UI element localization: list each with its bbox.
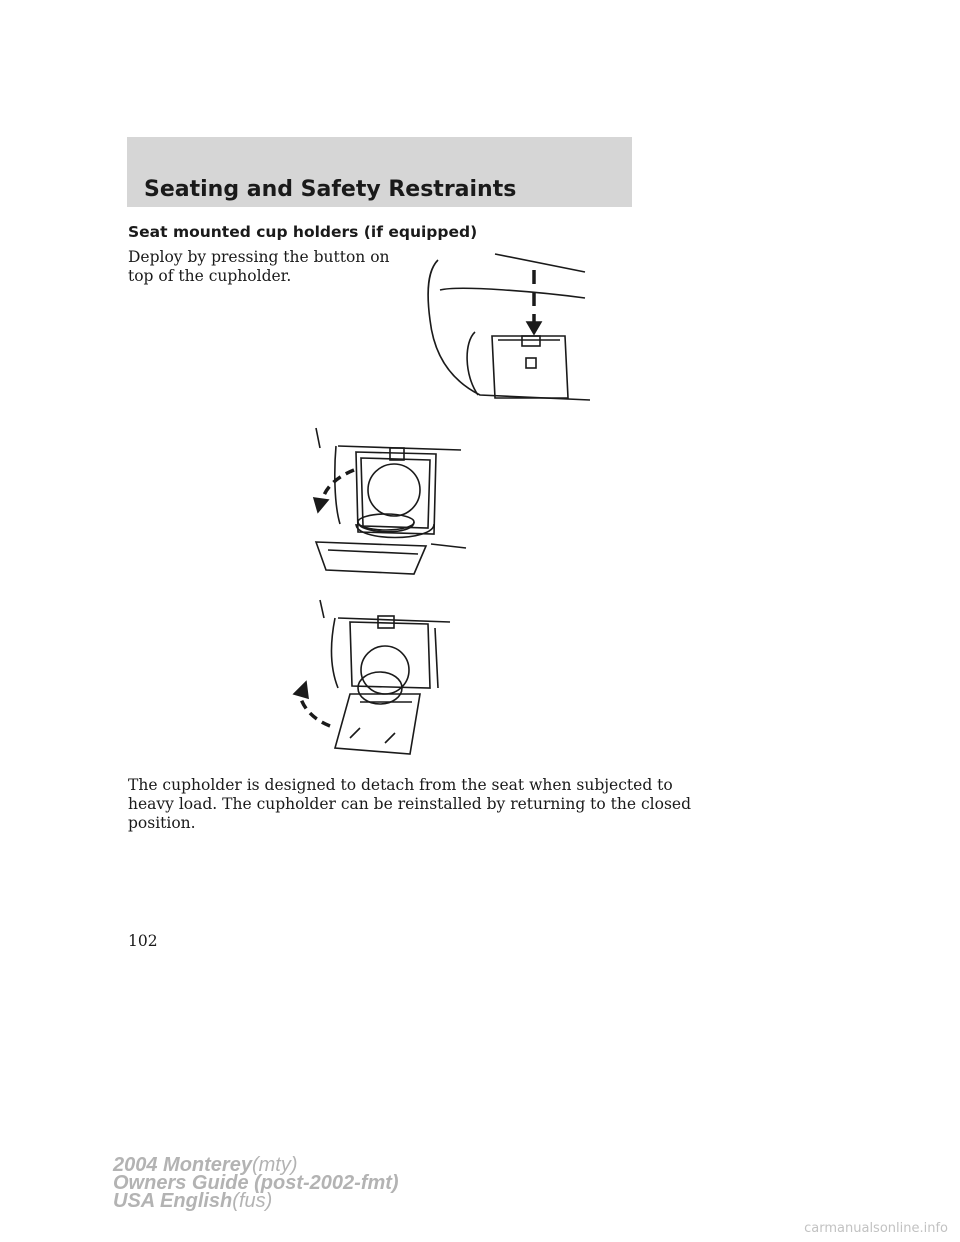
intro-line: top of the cupholder.	[128, 267, 292, 285]
closing-paragraph	[128, 776, 691, 833]
subheading: Seat mounted cup holders (if equipped)	[128, 223, 478, 241]
watermark: carmanualsonline.info	[804, 1221, 948, 1236]
closing-line: The cupholder is designed to detach from the seat when subjected to	[128, 776, 673, 794]
footer-language-code: (fus)	[232, 1190, 273, 1212]
cupholder-closed-illustration	[420, 250, 600, 405]
page-number: 102	[128, 932, 158, 950]
closing-line: position.	[128, 814, 196, 832]
section-title: Seating and Safety Restraints	[144, 177, 517, 202]
closing-line: heavy load. The cupholder can be reinstalled by returning to the closed	[128, 795, 691, 813]
footer-language: USA English	[113, 1190, 233, 1212]
intro-line: Deploy by pressing the button on	[128, 248, 390, 266]
intro-paragraph	[128, 248, 390, 286]
cupholder-opening-illustration	[306, 424, 471, 584]
footer-model: 2004 Monterey	[113, 1154, 252, 1176]
footer-guide: Owners Guide (post-2002-fmt)	[113, 1172, 399, 1194]
document-footer	[113, 1156, 399, 1210]
cupholder-closing-illustration	[290, 598, 465, 763]
footer-model-code: (mty)	[251, 1154, 298, 1176]
